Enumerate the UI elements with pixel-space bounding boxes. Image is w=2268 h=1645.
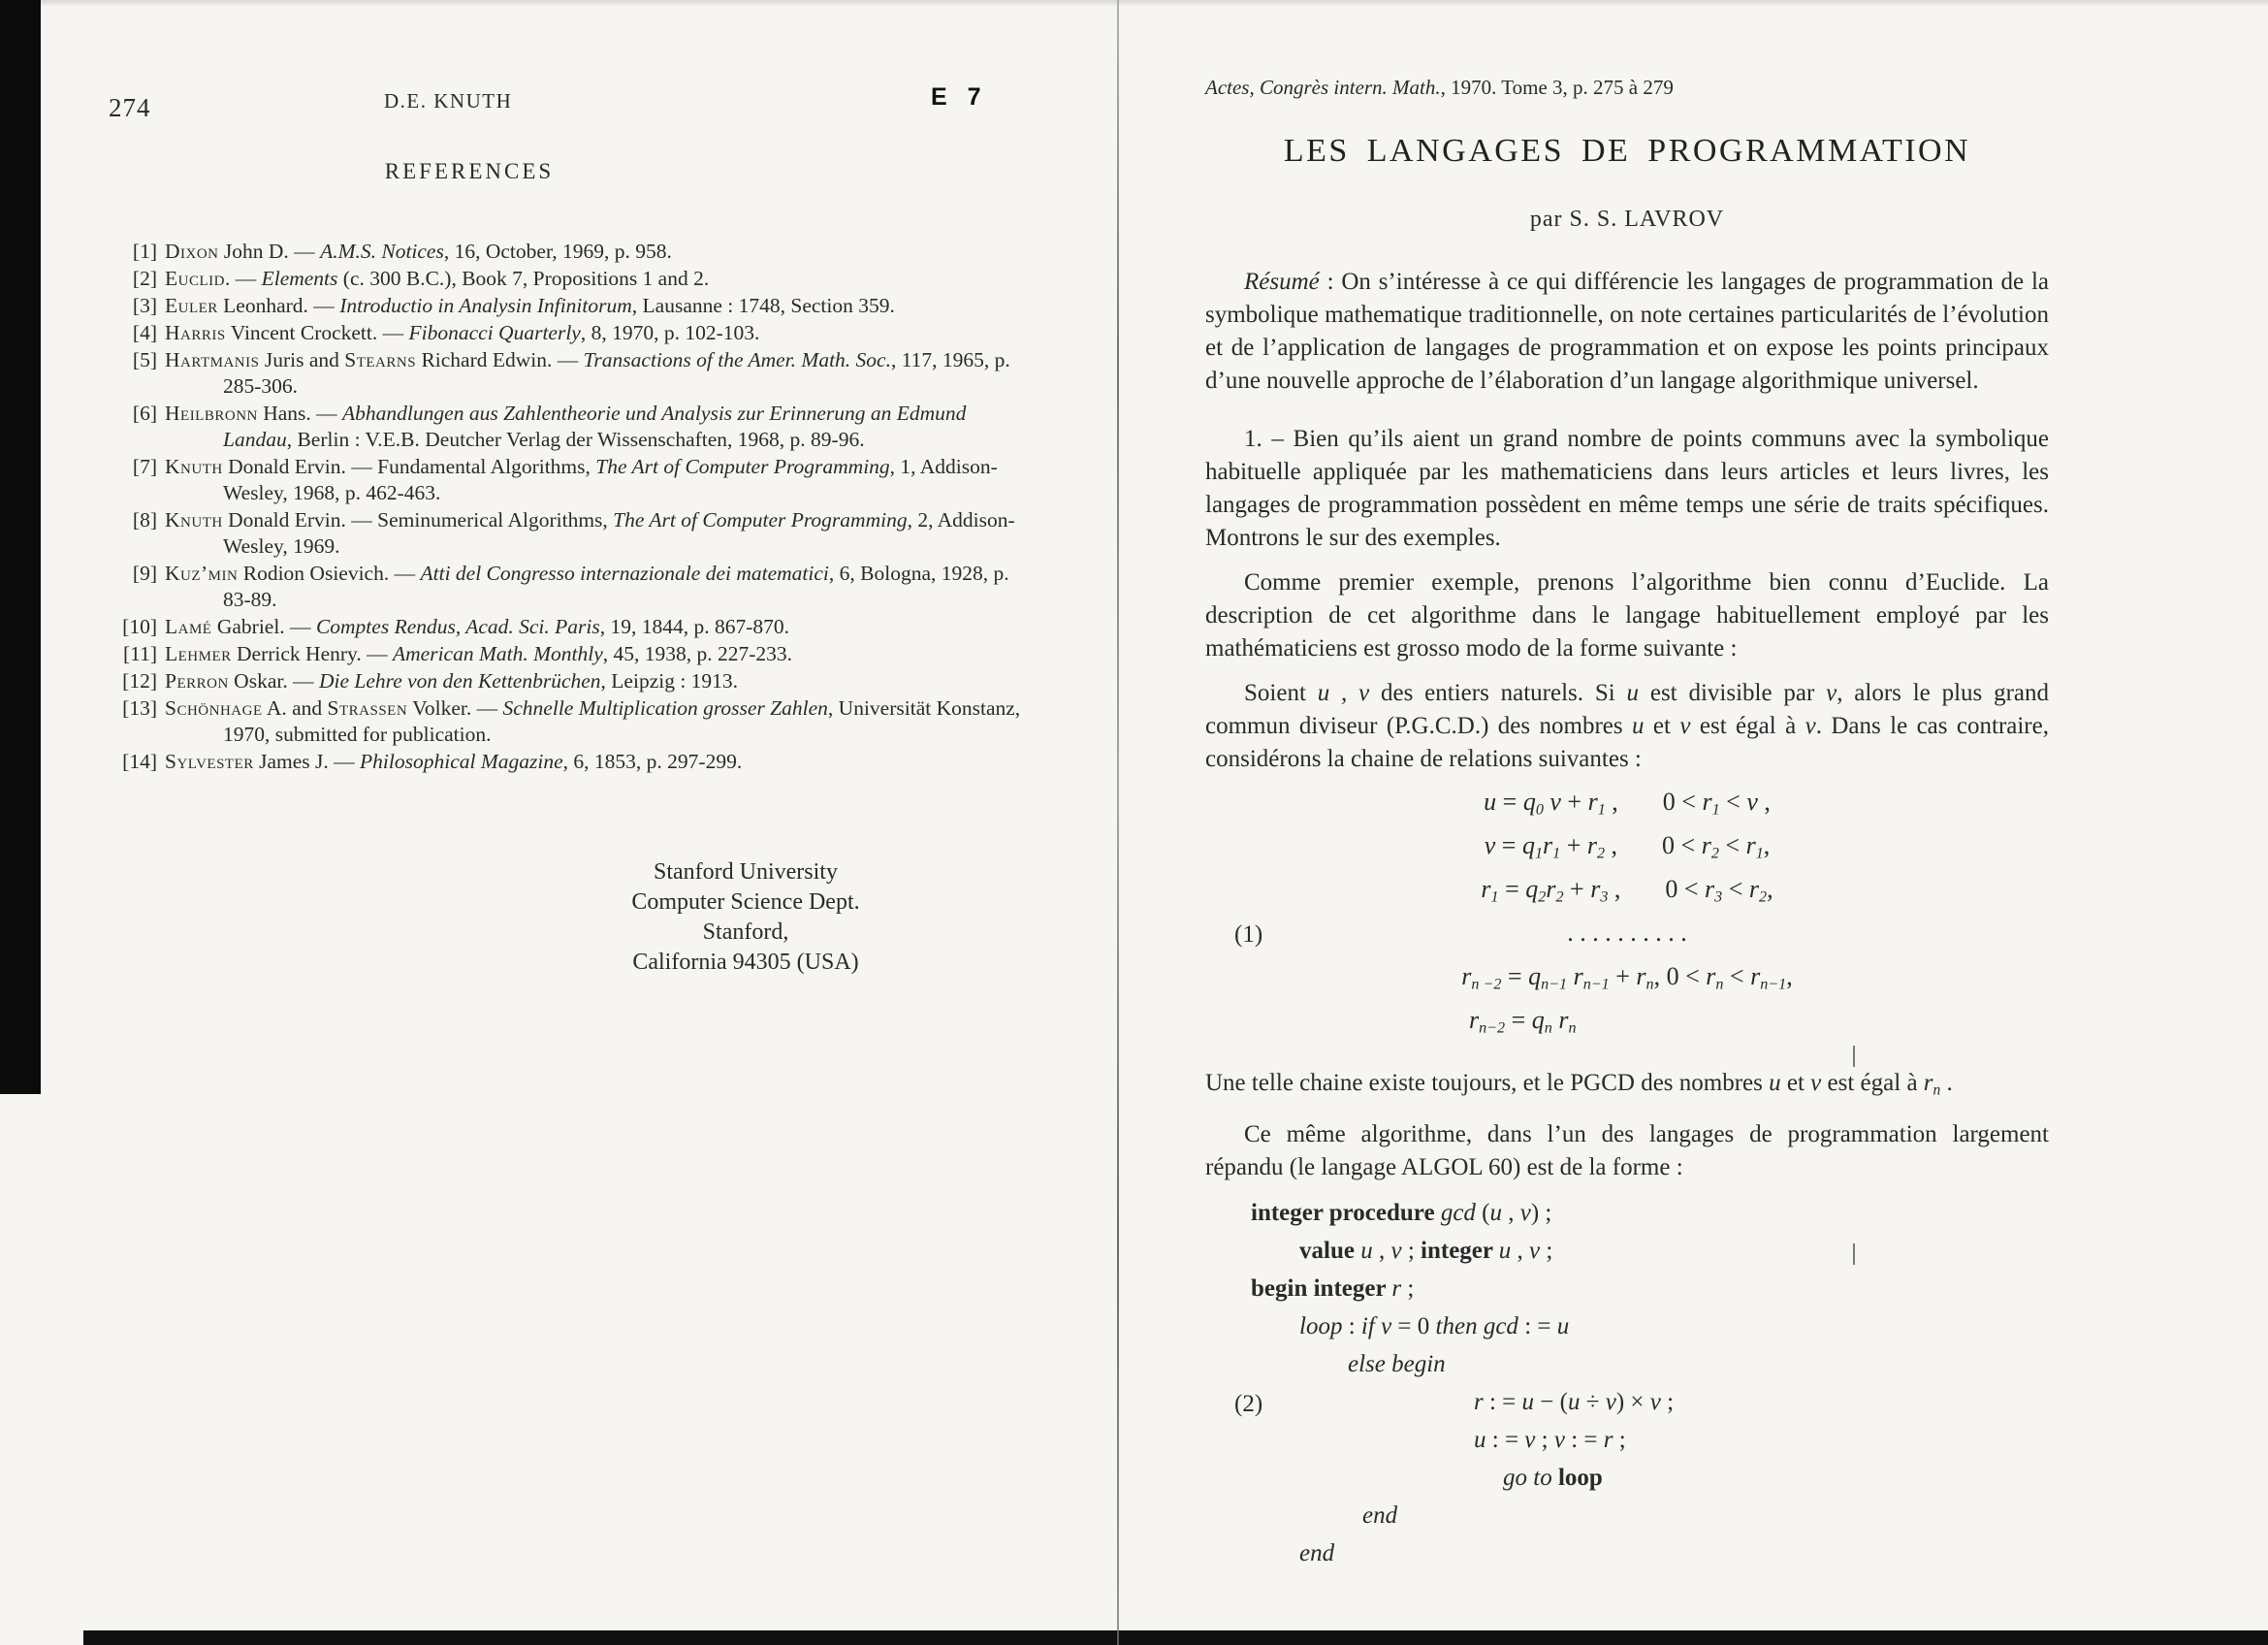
text-run: 1. – Bien qu’ils aient un grand nombre de points communs avec la symbolique habituelle appliquée par les mathematiciens dans leurs articles et leurs livres, les langages de programmation possèdent en même temps une série de traits spécifiques. Montrons le sur des exemples. [1205, 426, 2049, 551]
text-run: Perron [165, 669, 229, 693]
text-run: loop [1299, 1313, 1343, 1340]
text-run: = [1505, 1006, 1532, 1034]
text-run: Sylvester [165, 750, 254, 773]
algol-code-block-2 [1205, 1200, 2049, 1578]
text-run: = [1495, 831, 1522, 859]
text-run: ) ; [1530, 1200, 1552, 1227]
text-run: . . . . . . . . . . [1567, 919, 1687, 947]
text-run: Comme premier exemple, prenons l’algorithme bien connu d’Euclide. La description de cet algorithme dans le langage habituellement employé par les mathématiciens est grosso modo de la forme suivante : [1205, 569, 2049, 661]
text-run: , [1511, 1238, 1530, 1265]
code-line [1205, 1238, 2049, 1275]
text-run: 1 [1534, 845, 1543, 862]
text-run: , [1767, 875, 1773, 903]
text-run: ; [1660, 1389, 1675, 1416]
text-run: Derrick Henry. — [231, 642, 394, 665]
reference-number: [6] [132, 402, 157, 425]
text-run: = [1498, 875, 1526, 903]
text-run: James J. — [253, 750, 361, 773]
text-run: v [1805, 713, 1816, 739]
body-paragraph [1205, 566, 2049, 665]
text-run: go to [1503, 1465, 1552, 1492]
body-paragraph [1205, 423, 2049, 555]
text-run: n [1933, 1081, 1941, 1099]
text-run: Soient [1244, 680, 1318, 706]
text-run: et [1644, 713, 1680, 739]
text-run: v [1549, 788, 1561, 816]
text-run: est égal à [1821, 1070, 1924, 1096]
text-run: : = [1564, 1427, 1604, 1454]
text-run: 2 [1538, 888, 1547, 906]
text-run: Euclid [165, 267, 225, 290]
address-line: Stanford, [702, 919, 789, 945]
text-run: r [1546, 875, 1556, 903]
text-run: value [1299, 1238, 1361, 1265]
text-run: , 16, October, 1969, p. 958. [443, 240, 672, 263]
text-run: r [1586, 831, 1597, 859]
text-run: : = [1483, 1389, 1522, 1416]
text-run: u [1521, 1389, 1535, 1416]
text-run: 2 [1710, 845, 1719, 862]
reference-item [109, 561, 1030, 613]
code-line [1205, 1465, 2049, 1502]
reference-number: [13] [122, 696, 157, 720]
text-run: 0 < [1665, 875, 1706, 903]
text-run: , 1, Addison-Wesley, 1968, p. 462-463. [223, 455, 998, 504]
text-run: u [1626, 680, 1640, 706]
text-run: q [1521, 831, 1535, 859]
text-run: , 8, 1970, p. 102-103. [580, 321, 760, 344]
text-run: et [1780, 1070, 1811, 1096]
text-run: v [1746, 788, 1758, 816]
text-run: else begin [1348, 1351, 1446, 1378]
text-run: Gabriel. — [211, 615, 316, 638]
text-run: v [1810, 1070, 1822, 1096]
text-run: John D. — [218, 240, 321, 263]
reference-number: [4] [132, 321, 157, 344]
text-run: r [1590, 875, 1601, 903]
text-run: loop [1557, 1465, 1603, 1492]
text-run: , 45, 1938, p. 227-233. [602, 642, 793, 665]
text-run: r [1750, 962, 1761, 990]
text-run: ; [1613, 1427, 1626, 1454]
text-run: , 0 < [1653, 962, 1707, 990]
reference-number: [5] [132, 348, 157, 371]
equation-line [1205, 962, 2049, 1006]
text-run: . Dans le cas contraire, considérons la chaine de relations suivantes : [1205, 713, 2049, 772]
article-title: LES LANGAGES DE PROGRAMMATION [1283, 133, 1971, 169]
text-run: 3 [1714, 888, 1723, 906]
text-run: Knuth [165, 508, 223, 532]
text-run: 3 [1600, 888, 1609, 906]
page-right [1205, 0, 2049, 1645]
text-run: begin integer [1251, 1275, 1392, 1303]
code-line [1205, 1351, 2049, 1389]
reference-item [109, 454, 1030, 506]
text-run: < [1719, 788, 1747, 816]
reference-number: [7] [132, 455, 157, 478]
session-code: E 7 [931, 83, 988, 111]
abstract-paragraph [1205, 266, 2049, 398]
text-run: , [1786, 962, 1793, 990]
text-run: , [1372, 1238, 1391, 1265]
reference-number: [8] [132, 508, 157, 532]
text-run: u [1556, 1313, 1570, 1340]
text-run: , alors le plus grand commun diviseur (P.G.C.D.) des nombres [1205, 680, 2049, 739]
text-run: Ce même algorithme, dans l’un des langages de programmation largement répandu (le langage ALGOL 60) est de la forme : [1205, 1121, 2049, 1181]
text-run: integer procedure [1251, 1200, 1441, 1227]
reference-item [109, 668, 1030, 694]
text-run: Heilbronn [165, 402, 258, 425]
text-run: r [1587, 788, 1598, 816]
text-run: Knuth [165, 455, 223, 478]
text-run: ( [1475, 1200, 1490, 1227]
equation-line [1205, 788, 2049, 831]
text-run: est égal à [1690, 713, 1805, 739]
text-run: , 19, 1844, p. 867-870. [599, 615, 790, 638]
code-line [1205, 1389, 2049, 1427]
text-run: 2 [1555, 888, 1564, 906]
text-run: The Art of Computer Programming [613, 508, 908, 532]
text-run: ) × [1615, 1389, 1650, 1416]
text-run: = [1496, 788, 1523, 816]
author-address [537, 857, 954, 978]
text-run: : = [1485, 1427, 1525, 1454]
text-run: 2 [1759, 888, 1768, 906]
text-run: n−1 [1760, 976, 1787, 993]
text-run: Volker. — [407, 696, 503, 720]
code-line [1205, 1427, 2049, 1465]
reference-number: [10] [122, 615, 157, 638]
text-run: 0 < [1662, 788, 1703, 816]
text-run: ; [1535, 1427, 1554, 1454]
reference-item [109, 641, 1030, 667]
body-paragraph [1205, 677, 2049, 776]
reference-item [109, 266, 1030, 292]
text-run: v [1381, 1313, 1392, 1340]
text-run: r [1636, 962, 1646, 990]
text-run: Une telle chaine existe toujours, et le PGCD des nombres [1205, 1070, 1770, 1096]
text-run: : = [1517, 1313, 1557, 1340]
text-run: v [1519, 1200, 1531, 1227]
text-run: The Art of Computer Programming [595, 455, 890, 478]
reference-item [109, 320, 1030, 346]
text-run: v [1679, 713, 1691, 739]
text-run: Abhandlungen aus Zahlentheorie und Analysis zur Erinnerung an Edmund Landau [223, 402, 967, 451]
address-line: Stanford University [654, 859, 838, 885]
reference-item [109, 347, 1030, 400]
text-run: r [1923, 1070, 1933, 1096]
text-run: , 2, Addison-Wesley, 1969. [223, 508, 1015, 558]
text-run: + [1560, 831, 1587, 859]
text-run: r [1705, 875, 1715, 903]
text-run: Leonhard. — [217, 294, 340, 317]
text-run: < [1722, 875, 1749, 903]
text-run: q [1525, 875, 1539, 903]
text-run: n−2 [1479, 1019, 1506, 1037]
text-run: gcd [1483, 1313, 1518, 1340]
address-line: Computer Science Dept. [631, 889, 860, 915]
text-run: 2 [1596, 845, 1606, 862]
text-run: v [1649, 1389, 1661, 1416]
text-run: v [1390, 1238, 1402, 1265]
text-run: v [1529, 1238, 1541, 1265]
text-run: . [1940, 1070, 1953, 1096]
text-run: u [1498, 1238, 1512, 1265]
text-run: , 6, 1853, p. 297-299. [562, 750, 743, 773]
text-run: Die Lehre von den Kettenbrüchen [318, 669, 601, 693]
equation-line [1205, 831, 2049, 875]
text-run: American Math. Monthly [393, 642, 603, 665]
text-run: 1 [1711, 801, 1720, 819]
code-lines [1205, 1200, 2049, 1578]
text-run: est divisible par [1639, 680, 1827, 706]
text-run: r [1543, 831, 1553, 859]
text-run: Fibonacci Quarterly [408, 321, 581, 344]
text-run: , 6, Bologna, 1928, p. 83-89. [223, 562, 1009, 611]
page-number: 274 [109, 93, 151, 122]
text-run: v [1484, 831, 1496, 859]
text-run: Hartmanis [165, 348, 260, 371]
equation-line [1205, 875, 2049, 919]
reference-item [109, 293, 1030, 319]
references-heading: REFERENCES [384, 159, 555, 183]
text-run: , [1763, 831, 1771, 859]
reference-number: [14] [122, 750, 157, 773]
text-run: (c. 300 B.C.), Book 7, Propositions 1 and 2. [337, 267, 710, 290]
equation-label: (2) [1234, 1391, 1263, 1418]
text-run: Introductio in Analysin Infinitorum [339, 294, 632, 317]
text-run: r [1748, 875, 1760, 903]
text-run: Oskar. — [228, 669, 319, 693]
text-run: Dixon [165, 240, 219, 263]
scan-artifact-left-bar [0, 0, 41, 1094]
reference-item [109, 695, 1030, 748]
text-run: n [1645, 976, 1654, 993]
text-run: Lehmer [165, 642, 232, 665]
text-run: Lamé [165, 615, 212, 638]
text-run: r [1461, 962, 1472, 990]
text-run: then [1435, 1313, 1478, 1340]
reference-item [109, 401, 1030, 453]
journal-citation-line [1205, 76, 2049, 100]
text-run: r [1702, 788, 1712, 816]
code-line [1205, 1540, 2049, 1578]
equation-block-1 [1205, 788, 2049, 1049]
text-run: + [1560, 788, 1588, 816]
text-run: Elements [261, 267, 338, 290]
body-paragraph [1205, 1067, 2049, 1107]
text-run: end [1362, 1502, 1398, 1530]
reference-number: [9] [132, 562, 157, 585]
text-run: , [1605, 831, 1618, 859]
reference-item [109, 239, 1030, 265]
text-run: Atti del Congresso internazionale dei matematici [420, 562, 829, 585]
equation-line [1205, 1006, 2049, 1049]
code-line [1205, 1502, 2049, 1540]
text-run: Vincent Crockett. — [225, 321, 409, 344]
text-run: ; [1401, 1275, 1415, 1303]
text-run: u [1484, 788, 1497, 816]
text-run: n [1544, 1019, 1552, 1037]
text-run: if [1360, 1313, 1375, 1340]
text-run: , 117, 1965, p. 285-306. [223, 348, 1010, 398]
text-run: end [1299, 1540, 1335, 1567]
text-run: , [1757, 788, 1771, 816]
text-run: 1 [1755, 845, 1764, 862]
text-run: v [1605, 1389, 1616, 1416]
text-run: , [1605, 788, 1618, 816]
text-run: n [1715, 976, 1724, 993]
text-run: − ( [1534, 1389, 1568, 1416]
text-run: r [1558, 1006, 1569, 1034]
text-run: Actes, Congrès intern. Math. [1205, 76, 1441, 99]
text-run: Philosophical Magazine [360, 750, 563, 773]
running-head: D.E. KNUTH [384, 89, 513, 113]
text-run: 1 [1490, 888, 1499, 906]
text-run: Schönhage [165, 696, 263, 720]
text-run: + [1609, 962, 1637, 990]
body-paragraph [1205, 1118, 2049, 1184]
text-run: Donald Ervin. — Fundamental Algorithms, [222, 455, 596, 478]
text-run: r [1481, 875, 1491, 903]
text-run: Harris [165, 321, 226, 344]
text-run: integer [1421, 1238, 1499, 1265]
text-run: , Leipzig : 1913. [600, 669, 739, 693]
reference-number: [2] [132, 267, 157, 290]
reference-number: [12] [122, 669, 157, 693]
text-run: . — [224, 267, 262, 290]
text-run: n−1 [1582, 976, 1610, 993]
text-run: , 1970. Tome 3, p. 275 à 279 [1440, 76, 1674, 99]
page-fold-line [1117, 0, 1119, 1645]
text-run: n −2 [1471, 976, 1502, 993]
text-run: Résumé [1244, 269, 1320, 295]
text-run: Kuz’min [165, 562, 239, 585]
text-run: q [1528, 962, 1542, 990]
text-run: v [1553, 1427, 1565, 1454]
reference-number: [11] [122, 642, 157, 665]
text-run: Richard Edwin. — [416, 348, 584, 371]
text-run: u , v [1317, 680, 1370, 706]
text-run: , [1608, 875, 1621, 903]
code-line [1205, 1275, 2049, 1313]
text-run: , [1502, 1200, 1520, 1227]
text-run: = 0 [1391, 1313, 1436, 1340]
text-run: A.M.S. Notices [320, 240, 444, 263]
text-run: : [1342, 1313, 1361, 1340]
text-run: Strassen [327, 696, 408, 720]
text-run: Schnelle Multiplication grosser Zahlen [502, 696, 828, 720]
text-run: r [1474, 1389, 1484, 1416]
text-run: Juris and [259, 348, 345, 371]
text-run: Comptes Rendus, Acad. Sci. Paris [315, 615, 600, 638]
text-run: r [1706, 962, 1716, 990]
text-run: , Universität Konstanz, 1970, submitted for publication. [223, 696, 1021, 746]
equation-label: (1) [1234, 921, 1263, 948]
code-line [1205, 1313, 2049, 1351]
page-left [43, 0, 1115, 1645]
author-byline: par S. S. LAVROV [1529, 207, 1725, 232]
reference-number: [3] [132, 294, 157, 317]
text-run: v [1826, 680, 1837, 706]
text-run: r [1745, 831, 1756, 859]
text-run: < [1718, 831, 1746, 859]
text-run: r [1391, 1275, 1402, 1303]
text-run: Transactions of the Amer. Math. Soc. [583, 348, 891, 371]
text-run: Donald Ervin. — Seminumerical Algorithms, [222, 508, 614, 532]
equation-lines [1205, 788, 2049, 1049]
address-line: California 94305 (USA) [632, 950, 859, 975]
text-run: r [1469, 1006, 1480, 1034]
text-run: Stearns [344, 348, 417, 371]
references-list [109, 239, 1030, 776]
text-run: r [1701, 831, 1711, 859]
text-run: 0 < [1662, 831, 1702, 859]
text-run: A. and [262, 696, 328, 720]
text-run: r [1573, 962, 1583, 990]
text-run: ; [1401, 1238, 1421, 1265]
text-run: ÷ [1580, 1389, 1606, 1416]
reference-number: [1] [132, 240, 157, 263]
text-run: = [1501, 962, 1529, 990]
text-run: 1 [1552, 845, 1561, 862]
text-run: n−1 [1541, 976, 1568, 993]
text-run: u [1632, 713, 1645, 739]
text-run: < [1723, 962, 1751, 990]
text-run: + [1563, 875, 1591, 903]
reference-item [109, 507, 1030, 560]
text-run: q [1522, 788, 1536, 816]
text-run: u [1474, 1427, 1486, 1454]
text-run: , Berlin : V.E.B. Deutcher Verlag der Wissenschaften, 1968, p. 89-96. [286, 428, 865, 451]
reference-item [109, 614, 1030, 640]
text-run: u [1360, 1238, 1373, 1265]
text-run: u [1567, 1389, 1581, 1416]
text-run: u [1769, 1070, 1781, 1096]
text-run: Hans. — [257, 402, 343, 425]
text-run: 0 [1535, 801, 1544, 819]
text-run: gcd [1440, 1200, 1476, 1227]
equation-line [1205, 919, 2049, 962]
text-run: Euler [165, 294, 218, 317]
code-line [1205, 1200, 2049, 1238]
text-run: des entiers naturels. Si [1369, 680, 1627, 706]
text-run: : On s’intéresse à ce qui différencie les langages de programmation de la symbolique mathematique traditionnelle, on note certaines particularités de l’évolution et de l’application de langages de programmation et on expose les points principaux d’une nouvelle approche de l’élaboration d’un langage algorithmique universel. [1205, 269, 2049, 394]
text-run: u [1489, 1200, 1502, 1227]
text-run: ; [1540, 1238, 1553, 1265]
text-run: , Lausanne : 1748, Section 359. [631, 294, 895, 317]
text-run: Rodion Osievich. — [238, 562, 421, 585]
text-run: v [1524, 1427, 1536, 1454]
reference-item [109, 749, 1030, 775]
text-run: 1 [1597, 801, 1606, 819]
text-run: n [1568, 1019, 1577, 1037]
text-run: q [1531, 1006, 1545, 1034]
text-run: r [1603, 1427, 1613, 1454]
